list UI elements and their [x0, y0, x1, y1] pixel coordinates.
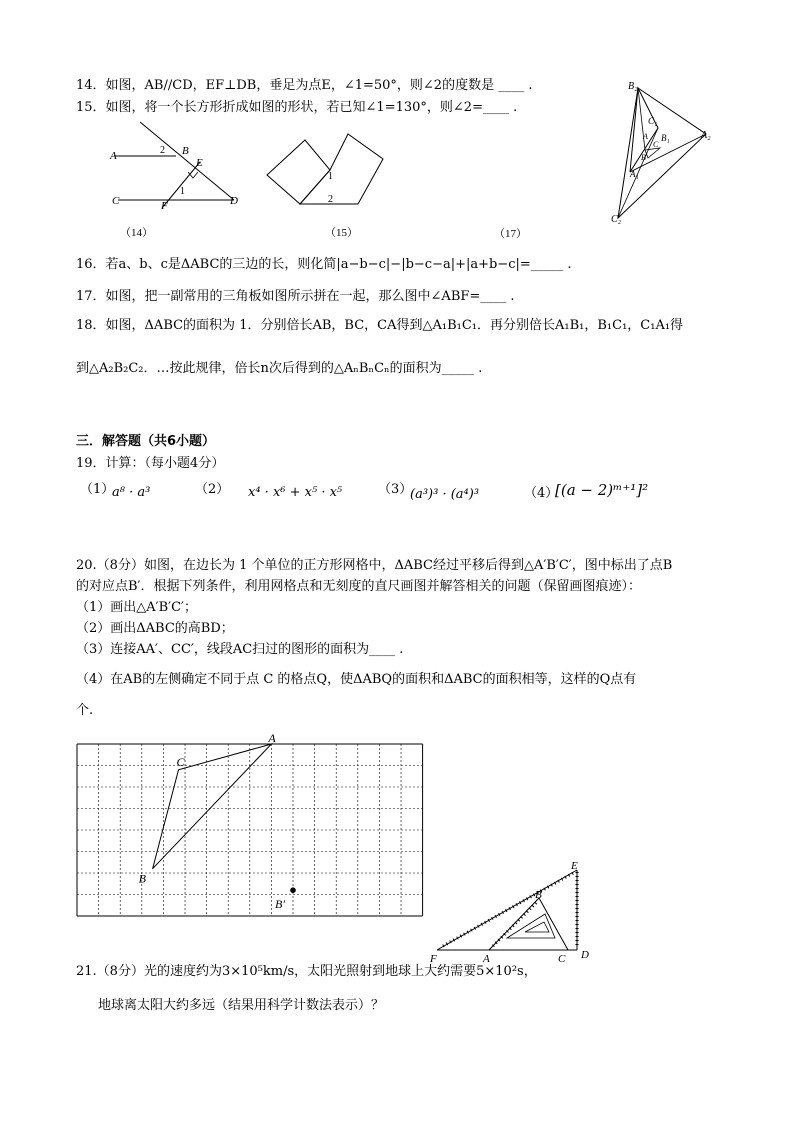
setsquare-label-e: E [571, 860, 578, 872]
fig15-angle2: 2 [328, 194, 333, 205]
fig14-angle1: 1 [180, 186, 185, 197]
setsquares-figure [425, 858, 595, 970]
question-21-line1: 21.（8分）光的速度约为3×10⁵km/s，太阳光照射到地球上大约需要5×10²s， [76, 964, 537, 979]
q19-part4-expr: [(a − 2)ᵐ⁺¹]² [555, 481, 649, 499]
triangle-abc [153, 744, 272, 869]
setsquare-label-f: F [430, 953, 437, 965]
q19-part2-expr: x⁴ · x⁶ + x⁵ · x⁵ [248, 485, 343, 500]
fig14-label-a: A [110, 150, 117, 162]
q19-part2-num: （2） [195, 482, 230, 497]
fig15-caption: （15） [325, 227, 358, 239]
grid-figure [76, 730, 426, 920]
q19-part4-num: （4） [524, 486, 559, 501]
q19-part1-num: （1） [80, 482, 115, 497]
setsquare-label-b: B [535, 889, 542, 901]
fig14-label-b: B [182, 145, 189, 157]
point-b-prime [290, 887, 296, 893]
fig14-caption: （14） [120, 227, 153, 239]
fig17-label-a2: A₂ [701, 130, 711, 141]
q20-sub4-line2: 个. [76, 703, 94, 718]
fig17-caption: （17） [494, 228, 527, 240]
grid-label-b-prime: B′ [275, 897, 285, 912]
fig17-label-b1: B₁ [661, 133, 670, 143]
figure-14 [100, 120, 260, 245]
section-title-3: 三．解答题（共6小题） [76, 434, 216, 449]
setsquare-label-d: D [581, 949, 589, 961]
fig17-label-a1: A₁ [630, 169, 639, 179]
question-21-line2: 地球离太阳大约多远（结果用科学计数法表示）？ [98, 998, 385, 1013]
fig17-label-b: B [641, 153, 646, 162]
question-16: 16．若a、b、c是ΔABC的三边的长，则化简|a−b−c|−|b−c−a|+|a+b−c|=_____ . [76, 257, 572, 272]
q20-sub4-line1: （4）在AB的左侧确定不同于点 C 的格点Q，使ΔABQ的面积和ΔABC的面积相等，这样的Q点有 [76, 672, 637, 687]
fig14-label-c: C [112, 195, 120, 207]
question-18-line1: 18．如图，ΔABC的面积为 1．分别倍长AB，BC，CA得到△A₁B₁C₁．再分别倍长A₁B₁，B₁C₁，C₁A₁得 [76, 318, 684, 333]
fig14-label-e: E [196, 157, 203, 169]
setsquare-label-a: A [483, 953, 490, 965]
figure-17 [470, 80, 720, 245]
fig17-label-c2: C₂ [611, 214, 622, 225]
question-20-line2: 的对应点B′．根据下列条件，利用网格点和无刻度的直尺画图并解答相关的问题（保留画图痕迹）： [76, 579, 642, 594]
fig17-label-b2: B₂ [628, 81, 638, 92]
grid-label-c: C [176, 754, 185, 769]
question-14: 14．如图，AB//CD，EF⊥DB，垂足为点E，∠1=50°，则∠2的度数是 ____ . [76, 78, 533, 93]
fig15-angle1: 1 [328, 171, 333, 182]
grid-label-a: A [268, 731, 276, 745]
question-15: 15．如图，将一个长方形折成如图的形状，若已知∠1=130°，则∠2=____ . [76, 100, 518, 115]
fig17-label-c1: C₁ [648, 116, 658, 126]
fig14-label-f: F [161, 200, 168, 212]
question-19-title: 19．计算：（每小题4分） [76, 456, 225, 471]
question-17: 17．如图，把一副常用的三角板如图所示拼在一起，那么图中∠ABF=____ . [76, 289, 515, 304]
figure-15 [265, 132, 395, 247]
grid-label-b: B [138, 871, 146, 886]
question-20-line1: 20.（8分）如图，在边长为 1 个单位的正方形网格中，ΔABC经过平移后得到△A′B′C′，图中标出了点B [76, 558, 673, 573]
fig17-label-c: C [653, 140, 659, 149]
q20-sub3: （3）连接AA′、CC′，线段AC扫过的图形的面积为____ . [76, 642, 404, 657]
q19-part3-num: （3） [378, 482, 413, 497]
q20-sub1: （1）画出△A′B′C′； [76, 600, 198, 615]
q19-part1-expr: a⁸ · a³ [112, 485, 151, 500]
grid-lines [77, 744, 423, 916]
fig14-angle2: 2 [160, 145, 165, 156]
q20-sub2: （2）画出ΔABC的高BD； [76, 621, 234, 636]
fig17-label-a: A [643, 132, 648, 141]
q19-part3-expr: (a³)³ · (a⁴)³ [410, 487, 480, 502]
setsquare-label-c: C [558, 953, 566, 965]
question-18-line2: 到△A₂B₂C₂．…按此规律，倍长n次后得到的△AₙBₙCₙ的面积为_____ . [76, 361, 483, 376]
fig14-label-d: D [230, 195, 238, 207]
